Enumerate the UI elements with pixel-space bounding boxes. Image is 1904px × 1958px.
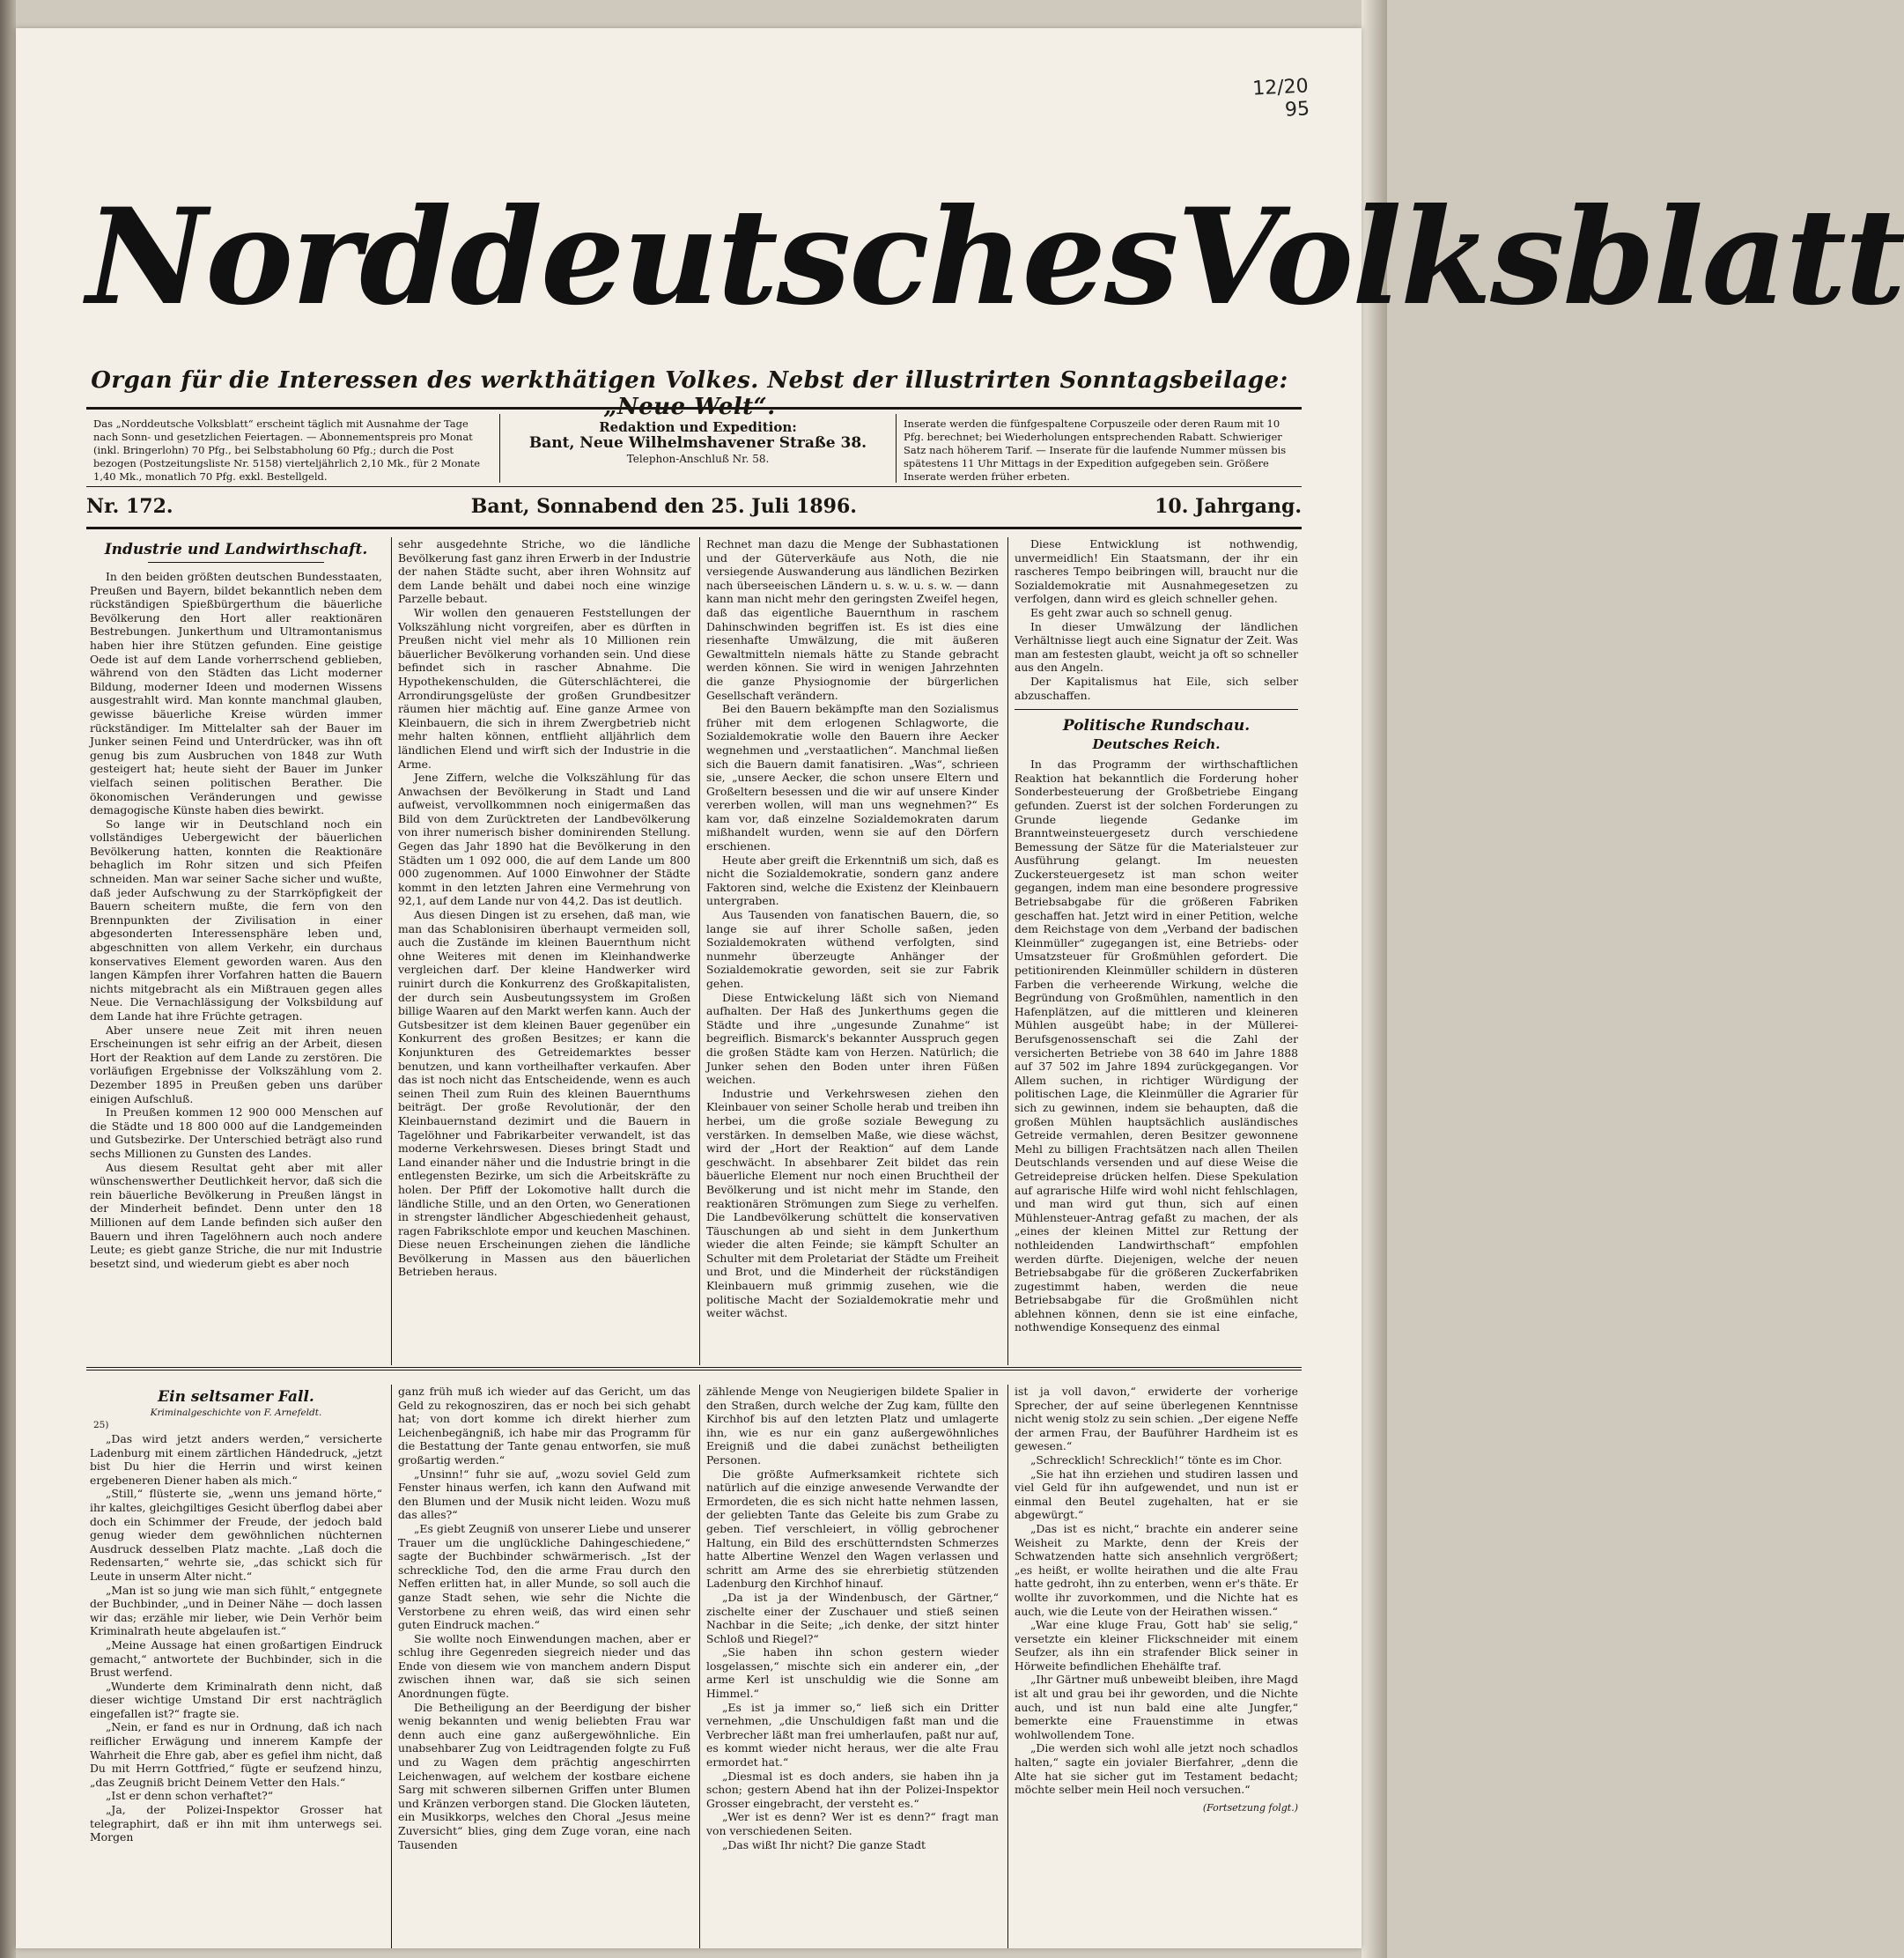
paragraph: „Sie hat ihn erziehen und studiren lassen und viel Geld für ihn aufgewendet, und nun ist er einmal den Beutel zugehalten, hat er sie abgewürgt.“ [1015,1467,1298,1522]
masthead-word-1: Norddeutsches [86,180,1177,335]
column-divider [1007,537,1008,1365]
rule-issue [86,527,1302,529]
article-heading: Industrie und Landwirthschaft. [104,541,368,558]
column-divider [1007,1385,1008,1948]
paragraph: Die größte Aufmerksamkeit richtete sich natürlich auf die einzige anwesende Verwandte der Ermordeten, die es sich nicht hatte nehmen lassen, der geliebten Tante das Geleite bis zum Grabe zu geben. Tief verschleiert, in völlig gebrochener Haltung, ein Bild des erschütterndsten Schmerzes hatte Albertine Wenzel den Wagen verlassen und schritt am Arme des sie ehrerbietig stützenden Ladenburg den Kirchhof hinauf. [706,1467,999,1591]
info-bar [86,414,1302,483]
newspaper-page [16,28,1904,1948]
rule-info [86,486,1302,487]
paragraph: „Wer ist es denn? Wer ist es denn?“ fragt man von verschiedenen Seiten. [706,1810,999,1837]
paragraph: „Wunderte dem Kriminalrath denn nicht, daß dieser wichtige Umstand Dir erst nachträglich eingefallen ist?“ fragte sie. [90,1679,382,1720]
editorial-telephone: Telephon-Anschluß Nr. 58. [626,453,770,465]
story-column-3 [703,1385,1002,1948]
story-column-2 [395,1385,694,1948]
paragraph: Aus diesem Resultat geht aber mit aller wünschenswerther Deutlichkeit hervor, daß sich die rein bäuerliche Bevölkerung in Preußen längst in der Minderheit befindet. Denn unter den 18 Millionen auf dem Lande befinden sich außer den Bauern und ihren Tagelöhnern auch noch andere Leute; es giebt ganze Striche, die nur mit Industrie besetzt sind, und wiederum giebt es aber noch [90,1160,382,1270]
story-byline: Kriminalgeschichte von F. Arnefeldt. [150,1408,322,1418]
story-heading: Ein seltsamer Fall. [158,1388,314,1406]
paragraph: „Meine Aussage hat einen großartigen Eindruck gemacht,“ antwortete der Buchbinder, sich in die Brust werfend. [90,1637,382,1680]
paragraph: sehr ausgedehnte Striche, wo die ländliche Bevölkerung fast ganz ihren Erwerb in der Industrie der nahen Städte sucht, aber ihren Wohnsitz auf dem Lande behält und dabei noch eine winzige Parzelle bebaut. [398,537,690,606]
paragraph: „Das wird jetzt anders werden,“ versicherte Ladenburg mit einem zärtlichen Händedruck, „jetzt bist Du hier die Herrin und wirst keinen ergebeneren Diener haben als mich.“ [90,1432,382,1487]
story-column-1 [86,1385,386,1948]
article-column-2 [395,537,694,1361]
paragraph: „Das ist es nicht,“ brachte ein anderer seine Weisheit zu Markte, denn der Kreis der Schwatzenden hatte sich ansehnlich vergrößert; „es heißt, er wollte heirathen und die alte Frau hatte gedroht, ihn zu enterben, wenn er's thäte. Er wollte ihr zuvorkommen, und die Nichte hat es auch, wie die Leute von der Heirathen wissen.“ [1015,1521,1298,1618]
paragraph: „Ist er denn schon verhaftet?“ [106,1789,274,1803]
paragraph: „Es giebt Zeugniß von unserer Liebe und unserer Trauer um die unglückliche Dahingeschiedene,“ sagte der Buchbinder schwärmerisch. „Ist der schreckliche Tod, den die arme Frau durch den Neffen erlitten hat, in aller Munde, so soll auch die ganze Stadt sehen, wie sehr die Nichte die Verstorbene zu ehren weiß, das wird einen sehr guten Eindruck machen.“ [398,1521,690,1632]
paragraph: So lange wir in Deutschland noch ein vollständiges Uebergewicht der bäuerlichen Bevölkerung hatten, konnten die Reaktionäre behaglich im Rohr sitzen und sich Pfeifen schneiden. Man war seiner Sache sicher und wußte, daß jeder Aufschwung zu der Starrköpfigkeit der Bauern scheitern mußte, die fern von den Brennpunkten der Zivilisation in einer abgesonderten Interessensphäre leben und, abgeschnitten von allem Verkehr, ein durchaus konservatives Element geworden waren. Aus den langen Kämpfen ihrer Vorfahren hatten die Bauern nichts mitgebracht als ein Mißtrauen gegen alles Neue. Die Vernachlässigung der Volksbildung auf dem Lande hat ihre Früchte getragen. [90,816,382,1023]
paragraph: Heute aber greift die Erkenntniß um sich, daß es nicht die Sozialdemokratie, sondern ganz andere Faktoren sind, welche die Existenz der Kleinbauern untergraben. [706,853,999,908]
paragraph: Rechnet man dazu die Menge der Subhastationen und der Güterverkäufe aus Noth, die nie versiegende Auswanderung aus ländlichen Bezirken nach überseeischen Ländern u. s. w. u. s. w. — dann kann man nicht mehr den geringsten Zweifel hegen, daß das eigentliche Bauernthum in raschem Dahinschwinden begriffen ist. Es ist dies eine riesenhafte Umwälzung, die mit äußeren Gewaltmitteln niemals hätte zu Stande gebracht werden können. Sie wird in wenigen Jahrzehnten die ganze Physiognomie der bürgerlichen Gesellschaft verändern. [706,537,999,702]
editorial-address: Bant, Neue Wilhelmshavener Straße 38. [528,434,867,452]
paragraph: Aus diesen Dingen ist zu ersehen, daß man, wie man das Schablonisiren überhaupt vermeiden soll, auch die Zustände im kleinen Bauernthum nicht ohne Weiteres mit denen im Kleinhandwerke vergleichen darf. Der kleine Handwerker wird ruinirt durch die Konkurrenz des Großkapitalisten, der durch sein Ausbeutungssystem im Großen billige Waaren auf den Markt werfen kann. Auch der Gutsbesitzer ist dem kleinen Bauer gegenüber ein Konkurrent des großen Besitzes; er kann die Konjunkturen des Getreidemarktes besser benutzen, und kann vortheilhafter verkaufen. Aber das ist noch nicht das Entscheidende, wenn es auch seinen Theil zum Ruin des kleinen Bauernthums beiträgt. Der große Revolutionär, der den Kleinbauernstand dezimirt und die Bauern in Tagelöhner und Fabrikarbeiter verwandelt, ist das moderne Verkehrswesen. Dieses bringt Stadt und Land einander näher und die Industrie bringt in die entlegensten Bezirke, um sich die Arbeitskräfte zu holen. Der Pfiff der Lokomotive hallt durch die ländliche Stille, und an den Orten, wo Generationen in strengster ländlicher Abgeschiedenheit gehaust, ragen Fabrikschlote empor und keuchen Maschinen. Diese neuen Erscheinungen ziehen die ländliche Bevölkerung in Massen aus den bäuerlichen Betrieben heraus. [398,908,690,1279]
masthead-word-2: Volksblatt [1177,180,1904,335]
issue-year: 10. Jahrgang. [1155,495,1302,518]
editorial-heading: Redaktion und Expedition: [599,419,797,435]
column-divider [391,537,392,1365]
left-page-edge [0,0,16,1958]
paragraph: „Unsinn!“ fuhr sie auf, „wozu soviel Geld zum Fenster hinaus werfen, ich kann den Aufwand mit den Blumen und der Musik nicht leiden. Wozu muß das alles?“ [398,1467,690,1522]
feuilleton-divider [86,1367,1302,1371]
stamp-line-2: 95 [1283,98,1310,122]
paragraph: „Nein, er fand es nur in Ordnung, daß ich nach reiflicher Erwägung und innerem Kampfe der Wahrheit die Ehre gab, aber es gefiel ihm nicht, daß Du mit Herrn Gottfried,“ fügte er seufzend hinzu, „das Zeugniß bricht Deinem Vetter den Hals.“ [90,1720,382,1789]
column-divider [391,1385,392,1948]
story-installment: 25) [93,1420,109,1430]
heading-rule [148,562,323,563]
paragraph: „Die werden sich wohl alle jetzt noch schadlos halten,“ sagte ein jovialer Bierfahrer, „denn die Alte hat sie sicher gut im Testament bedacht; möchte selber mein Heil noch versuchen.“ [1015,1741,1298,1797]
article-column-3 [703,537,1002,1361]
stamp-line-1: 12/20 [1251,75,1309,100]
continuation-note: (Fortsetzung folgt.) [1202,1801,1298,1814]
paragraph: In Preußen kommen 12 900 000 Menschen auf die Städte und 18 800 000 auf die Landgemeinden und Gutsbezirke. Der Unterschied beträgt also rund sechs Millionen zu Gunsten des Landes. [90,1105,382,1160]
paragraph: Es geht zwar auch so schnell genug. [1030,605,1233,619]
article-column-1 [86,537,386,1361]
issue-bar [86,491,1302,522]
paragraph: „Es ist ja immer so,“ ließ sich ein Dritter vernehmen, „die Unschuldigen faßt man und die Verbrecher läßt man frei umherlaufen, paßt nur auf, es kommt wieder nicht heraus, wer die alte Frau ermordet hat.“ [706,1700,999,1770]
article-column-4 [1011,537,1302,1361]
paragraph: „War eine kluge Frau, Gott hab' sie selig,“ versetzte ein kleiner Flickschneider mit einem Seufzer, als ihn ein strafender Blick seiner in Hörweite befindlichen Ehehälfte traf. [1015,1618,1298,1673]
paragraph: Sie wollte noch Einwendungen machen, aber er schlug ihre Gegenreden siegreich nieder und das Ende von diesem wie von manchem andern Disput zwischen ihnen war, daß sie sich seinen Anordnungen fügte. [398,1631,690,1701]
paragraph: „Diesmal ist es doch anders, sie haben ihn ja schon; gestern Abend hat ihn der Polizei-Inspektor Grosser eingebracht, der versteht es.“ [706,1769,999,1810]
issue-date: Bant, Sonnabend den 25. Juli 1896. [470,495,857,518]
paragraph: Der Kapitalismus hat Eile, sich selber abzuschaffen. [1015,674,1298,702]
column-divider [699,1385,700,1948]
paragraph: „Ihr Gärtner muß unbeweibt bleiben, ihre Magd ist alt und grau bei ihr geworden, und die Nichte auch, und ist nun bald eine alte Jungfer,“ bemerkte eine Frauenstimme in etwas wohlwollendem Tone. [1015,1673,1298,1741]
archive-stamp [1251,75,1310,123]
column-divider [699,537,700,1365]
paragraph: „Ja, der Polizei-Inspektor Grosser hat telegraphirt, daß er ihn mit ihm unterwegs sei. Morgen [90,1803,382,1844]
paragraph: Aus Tausenden von fanatischen Bauern, die, so lange sie auf ihrer Scholle saßen, jeden Sozialdemokraten wüthend verfolgten, sind nunmehr überzeugte Anhänger der Sozialdemokratie geworden, seit sie zur Fabrik gehen. [706,908,999,990]
section-subheading: Deutsches Reich. [1092,736,1221,753]
rule-top [86,407,1302,410]
section-rule [1015,709,1298,710]
paragraph: ganz früh muß ich wieder auf das Gericht, um das Geld zu rekognosziren, das er noch bei sich gehabt hat; von dort komme ich direkt hierher zum Leichenbegängniß, ich habe mir das Programm für die Bestattung der Tante genau entworfen, sie muß großartig werden.“ [398,1385,690,1467]
section-heading: Politische Rundschau. [1062,717,1251,735]
paragraph: Diese Entwicklung ist nothwendig, unvermeidlich! Ein Staatsmann, der ihr ein rascheres Tempo beibringen will, braucht nur die Sozialdemokratie mit Ausnahmegesetzen zu verfolgen, dann wird es gleich schneller gehen. [1015,537,1298,606]
paragraph: „Sie haben ihn schon gestern wieder losgelassen,“ mischte sich ein anderer ein, „der arme Kerl ist unschuldig wie die Sonne am Himmel.“ [706,1645,999,1701]
paragraph: Bei den Bauern bekämpfte man den Sozialismus früher mit dem erlogenen Schlagworte, die Sozialdemokratie wolle den Bauern ihre Aecker wegnehmen und „verstaatlichen“. Manchmal ließen sich die Bauern damit fanatisiren. „Was“, schrieen sie, „unsere Aecker, die schon unsere Eltern und Großeltern besessen und die wir auf unsere Kinder vererben wollen, will man uns wegnehmen?“ Es kam vor, daß einzelne Sozialdemokraten darum mißhandelt wurden, wenn sie auf den Dörfern erschienen. [706,702,999,853]
paragraph: In dieser Umwälzung der ländlichen Verhältnisse liegt auch eine Signatur der Zeit. Was man am festesten glaubt, weicht ja oft so schneller aus den Angeln. [1015,619,1298,675]
paragraph: Industrie und Verkehrswesen ziehen den Kleinbauer von seiner Scholle herab und treiben ihn herbei, um die große soziale Bewegung zu verstärken. In demselben Maße, wie diese wächst, wird der „Hort der Reaktion“ auf dem Lande geschwächt. In absehbarer Zeit bildet das rein bäuerliche Element nur noch einen Bruchtheil der Bevölkerung und ist nicht mehr im Stande, den reaktionären Strömungen zum Siege zu verhelfen. Die Landbevölkerung schüttelt die konservativen Täuschungen ab und sieht in dem Junkerthum wieder die alten Feinde; sie kämpft Schulter an Schulter mit dem Proletariat der Städte um Freiheit und Brot, und die Minderheit der rückständigen Kleinbauern muß grimmig zusehen, wie die politische Macht der Sozialdemokratie mehr und weiter wächst. [706,1086,999,1320]
paragraph: Aber unsere neue Zeit mit ihren neuen Erscheinungen ist sehr eifrig an der Arbeit, diesen Hort der Reaktion auf dem Lande zu zerstören. Die vorläufigen Ergebnisse der Volkszählung vom 2. Dezember 1895 in Preußen geben uns darüber einigen Aufschluß. [90,1023,382,1105]
paragraph: „Das wißt Ihr nicht? Die ganze Stadt [722,1837,926,1851]
paragraph: Wir wollen den genaueren Feststellungen der Volkszählung nicht vorgreifen, aber es dürften in Preußen nicht viel mehr als 10 Millionen rein bäuerlicher Bevölkerung vorhanden sein. Und diese befindet sich in rascher Abnahme. Die Hypothekenschulden, die Güterschlächterei, die Arrondirungsgelüste der großen Grundbesitzer räumen hier mächtig auf. Eine ganze Armee von Kleinbauern, die sich in ihrem Zwergbetrieb nicht mehr halten können, entflieht alljährlich dem ländlichen Elend und wirft sich der Industrie in die Arme. [398,605,690,771]
subscription-info: Das „Norddeutsche Volksblatt“ erscheint täglich mit Ausnahme der Tage nach Sonn- und gesetzlichen Feiertagen. — Abonnementspreis pro Monat (inkl. Bringerlohn) 70 Pfg., bei Selbstabholung 60 Pfg.; durch die Post bezogen (Postzeitungsliste Nr. 5158) vierteljährlich 2,10 Mk., für 2 Monate 1,40 Mk., monatlich 70 Pfg. exkl. Bestellgeld. [86,414,500,483]
issue-number: Nr. 172. [86,495,173,518]
paragraph: „Man ist so jung wie man sich fühlt,“ entgegnete der Buchbinder, „und in Deiner Nähe — doch lassen wir das; erzähle mir lieber, wie Dein Verhör beim Kriminalrath heute abgelaufen ist.“ [90,1583,382,1638]
paragraph: In den beiden größten deutschen Bundesstaaten, Preußen und Bayern, bildet bekanntlich neben dem rückständigen Spießbürgerthum die bäuerliche Bevölkerung den Hort aller reaktionären Bestrebungen. Junkerthum und Ultramontanismus haben hier ihre Stützen gefunden. Eine geistige Oede ist auf dem Lande vorherrschend geblieben, während von den Städten das Licht moderner Bildung, moderner Ideen und modernen Wissens ausgestrahlt wird. Man konnte manchmal glauben, gewisse bäuerliche Kreise würden immer rückständiger. Im Mittelalter sah der Bauer im Junker seinen Feind und Unterdrücker, was ihn oft genug bis zum Ausbruchen von 1848 zur Wuth gesteigert hat; heute sieht der Bauer im Junker vielfach seinen politischen Berather. Die ökonomischen Veränderungen und gewisse demagogische Künste haben dies bewirkt. [90,570,382,817]
paragraph: Diese Entwickelung läßt sich von Niemand aufhalten. Der Haß des Junkerthums gegen die Städte und ihre „ungesunde Zunahme“ ist begreiflich. Bismarck's bekannter Ausspruch gegen die großen Städte kam von Herzen. Natürlich; die Junker sehen den Boden unter ihren Füßen weichen. [706,990,999,1087]
paragraph: In das Programm der wirthschaftlichen Reaktion hat bekanntlich die Forderung hoher Sonderbesteuerung der Großbetriebe Eingang gefunden. Zuerst ist der solchen Forderungen zu Grunde liegende Gedanke im Branntweinsteuergesetz durch verschiedene Bemessung der Sätze für die Materialsteuer zur Ausführung gelangt. Im neuesten Zuckersteuergesetz ist man schon weiter gegangen, indem man eine besondere progressive Betriebsabgabe für die größeren Fabriken geschaffen hat. Jetzt wird in einer Petition, welche dem Reichstage von dem „Verband der badischen Kleinmüller“ zugegangen ist, eine Betriebs- oder Umsatzsteuer für Großmühlen gefordert. Die petitionirenden Kleinmüller schildern in düsteren Farben die verheerende Wirkung, welche die Begründung von Großmühlen, namentlich in den Hafenplätzen, auf die mittleren und kleineren Mühlen ausgeübt habe; in der Müllerei-Berufsgenossenschaft sei die Zahl der versicherten Betriebe von 38 640 im Jahre 1888 auf 37 502 im Jahre 1894 zurückgegangen. Vor Allem suchen, in richtiger Würdigung der politischen Lage, die Kleinmüller die Agrarier für sich zu gewinnen, indem sie behaupten, daß die großen Mühlen hauptsächlich ausländisches Getreide vermahlen, deren Besitzer gewonnene Mehl zu billigen Frachtsätzen nach allen Theilen Deutschlands versenden und auf diese Weise die Getreidepreise drücken helfen. Diese Spekulation auf agrarische Hilfe wird wohl nicht fehlschlagen, und man wird gut thun, sich auf einen Mühlensteuer-Antrag gefaßt zu machen, der als „eines der kleinen Mittel zur Rettung der nothleidenden Landwirthschaft“ empfohlen werden dürfte. Diejenigen, welche der neuen Betriebsabgabe für die größeren Zuckerfabriken zugestimmt haben, werden die neue Betriebsabgabe für die Großmühlen nicht ablehnen können, denn sie ist eine einfache, nothwendige Konsequenz des einmal [1015,757,1298,1334]
paragraph: zählende Menge von Neugierigen bildete Spalier in den Straßen, durch welche der Zug kam, füllte den Kirchhof bis auf den letzten Platz und umlagerte ihn, wie es nur ein ganz außergewöhnliches Ereigniß und die dabei zunächst betheiligten Personen. [706,1385,999,1467]
masthead-subtitle: Organ für die Interessen des werkthätigen Volkes. Nebst der illustrirten Sonntagsbeilage: „Neue Welt“. [91,367,1288,420]
paragraph: ist ja voll davon,“ erwiderte der vorherige Sprecher, der auf seine überlegenen Kenntnisse nicht wenig stolz zu sein schien. „Der eigene Neffe der armen Frau, der Bauführer Hardheim ist es gewesen.“ [1015,1385,1298,1453]
paragraph: Die Betheiligung an der Beerdigung der bisher wenig bekannten und wenig beliebten Frau war denn auch eine ganz außergewöhnliche. Ein unabsehbarer Zug von Leidtragenden folgte zu Fuß und zu Wagen dem prächtig angeschirrten Leichenwagen, auf welchem der kostbare eichene Sarg mit schweren silbernen Griffen unter Blumen und Kränzen verborgen stand. Die Glocken läuteten, ein Musikkorps, welches den Choral „Jesus meine Zuversicht“ blies, ging dem Zuge voran, eine nach Tausenden [398,1700,690,1851]
paragraph: „Still,“ flüsterte sie, „wenn uns jemand hörte,“ ihr kaltes, gleichgiltiges Gesicht überflog dabei aber doch ein Schimmer der Freude, der jedoch bald genug wieder dem gewöhnlichen nüchternen Ausdruck desselben Platz machte. „Laß doch die Redensarten,“ wehrte sie, „das schickt sich für Leute in unserm Alter nicht.“ [90,1487,382,1583]
masthead [86,160,1904,354]
advertising-info: Inserate werden die fünfgespaltene Corpuszeile oder deren Raum mit 10 Pfg. berechnet; bei Wiederholungen entsprechenden Rabatt. Schwieriger Satz nach höherem Tarif. — Inserate für die laufende Nummer müssen bis spätestens 11 Uhr Mittags in der Expedition aufgegeben sein. Größere Inserate werden früher erbeten. [904,417,1287,483]
editorial-info [500,414,897,483]
paragraph: „Da ist ja der Windenbusch, der Gärtner,“ zischelte einer der Zuschauer und stieß seinen Nachbar in die Seite; „ich denke, der sitzt hinter Schloß und Riegel?“ [706,1590,999,1645]
paragraph: „Schrecklich! Schrecklich!“ tönte es im Chor. [1030,1452,1282,1467]
paragraph: Jene Ziffern, welche die Volkszählung für das Anwachsen der Bevölkerung in Stadt und Land aufweist, vervollkommnen noch einigermaßen das Bild von dem Zurücktreten der Landbevölkerung von ihrer numerisch bisher dominirenden Stellung. Gegen das Jahr 1890 hat die Bevölkerung in den Städten um 1 092 000, die auf dem Lande um 800 000 zugenommen. Auf 1000 Einwohner der Städte kommt in den letzten Jahren eine Vermehrung von 92,1, auf dem Lande nur von 44,2. Das ist deutlich. [398,771,690,908]
story-column-4 [1011,1385,1302,1948]
